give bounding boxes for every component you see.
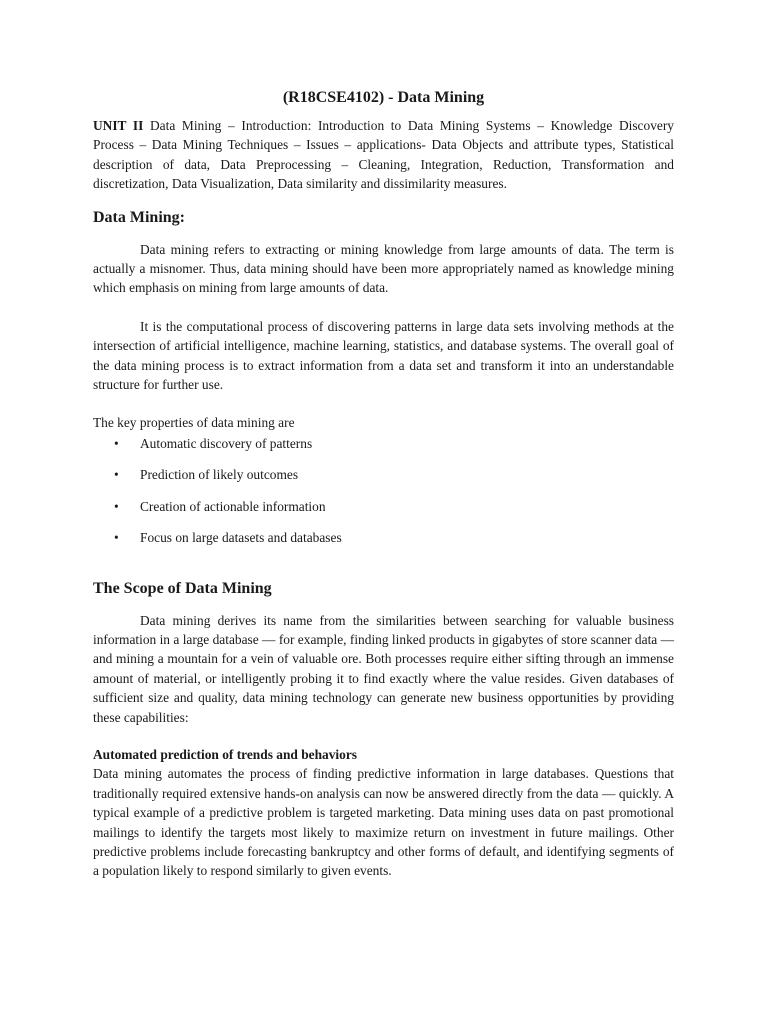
list-item: • Creation of actionable information — [93, 497, 674, 516]
paragraph-computational-process: It is the computational process of discovering patterns in large data sets involving methods at the intersection of artificial intelligence, machine learning, statistics, and database systems. The overall goal of the data mining process is to extract information from a data set and transform it into an understandable structure for further use. — [93, 318, 674, 393]
paragraph-automated-prediction: Data mining automates the process of finding predictive information in large databases. Questions that traditionally required extensive hands-on analysis can now be answered directly from the data — quickly. A typical example of a predictive problem is targeted marketing. Data mining uses data on past promotional mailings to identify the targets most likely to maximize return on investment in future mailings. Other predictive problems include forecasting bankruptcy and other forms of default, and identifying segments of a population likely to respond similarly to given events. — [93, 766, 674, 879]
bullet-icon: • — [114, 467, 119, 483]
key-properties-list — [93, 434, 674, 548]
subheading-automated-prediction: Automated prediction of trends and behaviors — [93, 746, 357, 762]
paragraph-scope: Data mining derives its name from the similarities between searching for valuable business information in a large database — for example, finding linked products in gigabytes of store scanner data — and mining a mountain for a vein of valuable ore. Both processes require either sifting through an immense amount of material, or intelligently probing it to find exactly where the value resides. Given databases of sufficient size and quality, data mining technology can generate new business opportunities by providing these capabilities: — [93, 612, 674, 725]
document-page — [93, 88, 674, 881]
document-title: (R18CSE4102) - Data Mining — [282, 89, 485, 106]
list-item: • Focus on large datasets and databases — [93, 528, 674, 547]
unit-description — [93, 116, 674, 194]
list-item: • Prediction of likely outcomes — [93, 465, 674, 484]
bullet-icon: • — [114, 530, 119, 546]
unit-label: UNIT II — [93, 118, 144, 133]
key-properties-intro: The key properties of data mining are — [93, 415, 295, 431]
list-item: • Automatic discovery of patterns — [93, 434, 674, 453]
heading-data-mining: Data Mining: — [93, 208, 185, 226]
bullet-icon: • — [114, 435, 119, 451]
bullet-icon: • — [114, 498, 119, 514]
paragraph-definition: Data mining refers to extracting or mining knowledge from large amounts of data. The term is actually a misnomer. Thus, data mining should have been more appropriately named as knowledge mining which emphasis on mining from large amounts of data. — [93, 241, 674, 296]
heading-scope-of-data-mining: The Scope of Data Mining — [93, 579, 272, 597]
unit-text: Data Mining – Introduction: Introduction to Data Mining Systems – Knowledge Discovery Process – Data Mining Techniques – Issues – applications- Data Objects and attribute types, Statistical description of data, Data Preprocessing – Cleaning, Integration, Reduction, Transformation and discretization, Data Visualization, Data similarity and dissimilarity measures. — [93, 118, 674, 192]
